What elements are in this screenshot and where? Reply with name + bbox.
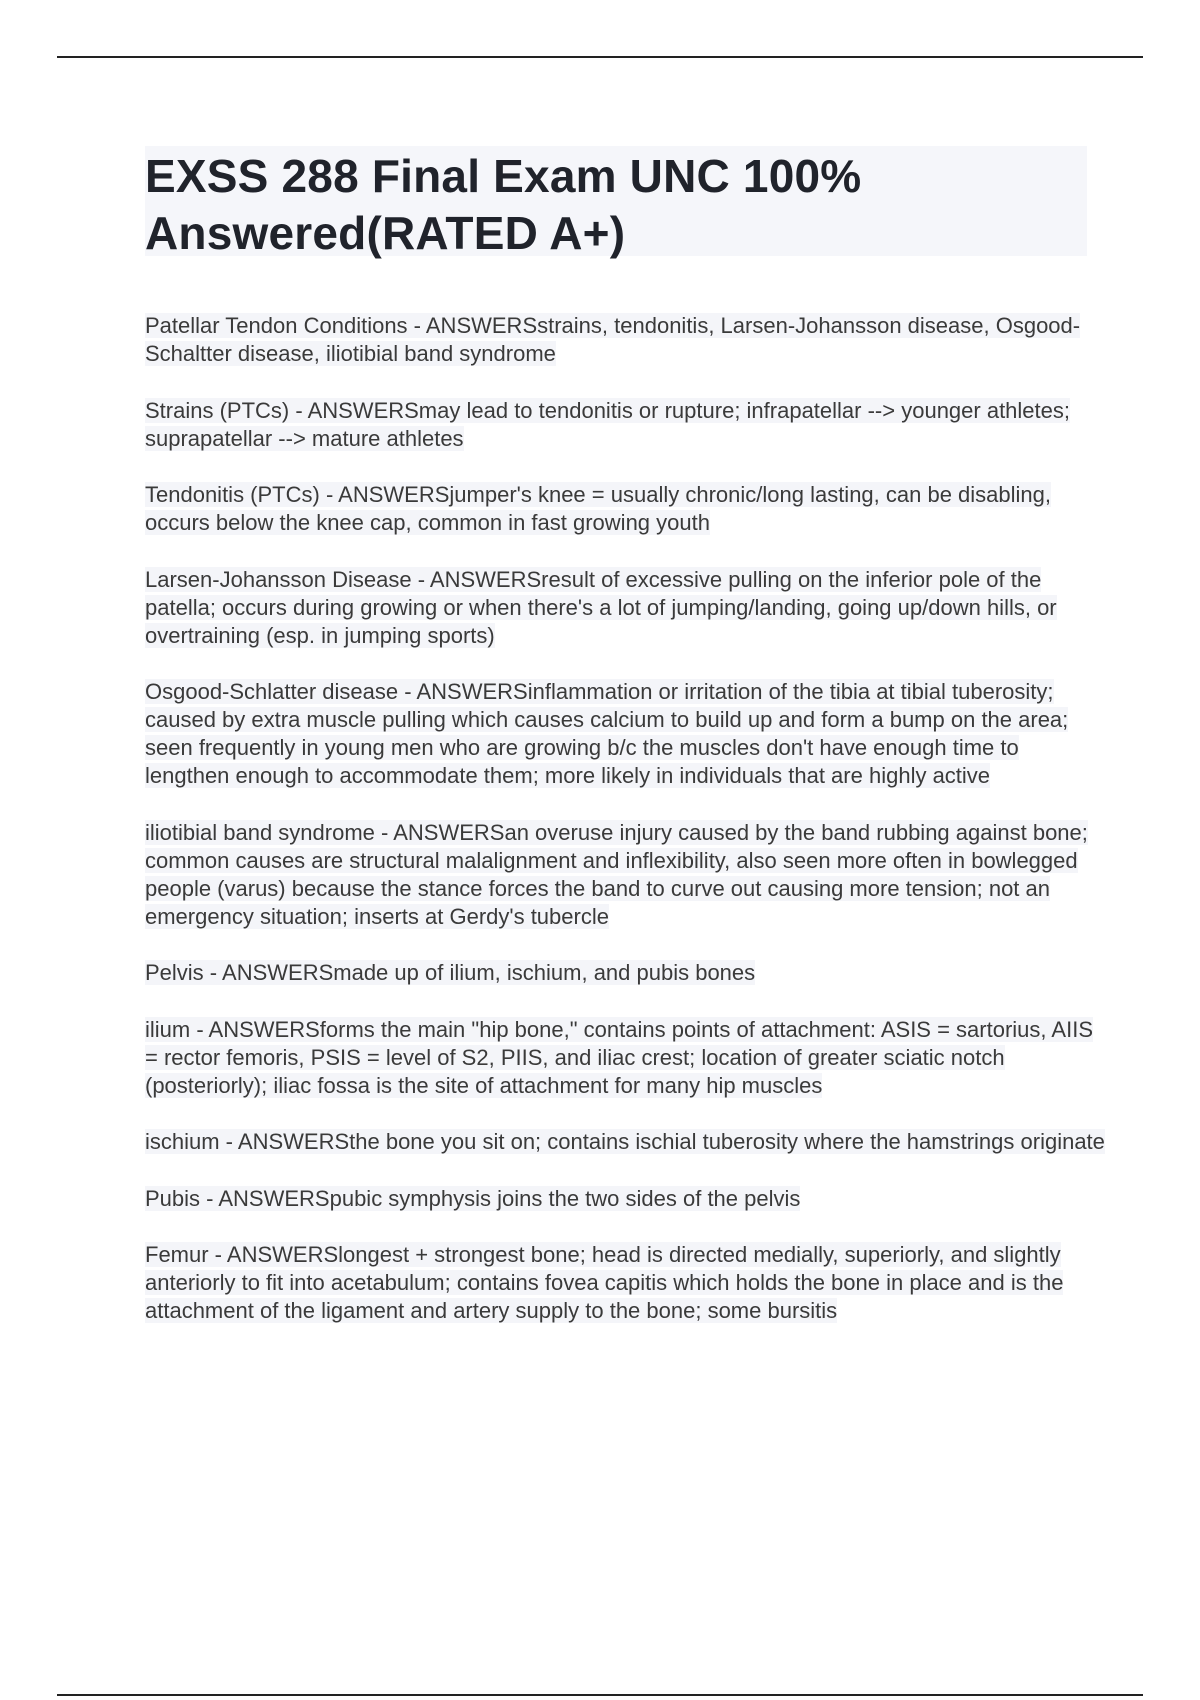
qa-entry [145,481,1105,537]
qa-entry [145,312,1105,368]
qa-entry-text: Patellar Tendon Conditions - ANSWERSstrains, tendonitis, Larsen-Johansson disease, Osgood-Schaltter disease, iliotibial band syndrome [145,313,1081,366]
qa-entry-text: ischium - ANSWERSthe bone you sit on; contains ischial tuberosity where the hamstrings originate [145,1129,1105,1154]
footer-rule [57,1694,1143,1696]
qa-entry [145,566,1105,650]
header-rule [57,56,1143,58]
qa-entry [145,959,1105,987]
qa-entry-text: iliotibial band syndrome - ANSWERSan overuse injury caused by the band rubbing against bone; common causes are structural malalignment and inflexibility, also seen more often in bowlegged people (varus) because the stance forces the band to curve out causing more tension; not an emergency situation; inserts at Gerdy's tubercle [145,819,1088,929]
qa-entry [145,819,1105,931]
qa-entry-text: Pubis - ANSWERSpubic symphysis joins the two sides of the pelvis [145,1185,801,1211]
qa-entry [145,1185,1105,1213]
qa-entry-text: ilium - ANSWERSforms the main "hip bone," contains points of attachment: ASIS = sartorius, AIIS = rector femoris, PSIS = level of S2, PIIS, and iliac crest; location of greater sciatic notch (posteriorly); iliac fossa is the site of attachment for many hip muscles [145,1016,1093,1098]
qa-entry-text: Larsen-Johansson Disease - ANSWERSresult of excessive pulling on the inferior pole of the patella; occurs during growing or when there's a lot of jumping/landing, going up/down hills, or overtraining (esp. in jumping sports) [145,566,1057,648]
page-title: EXSS 288 Final Exam UNC 100% Answered(RATED A+) [145,150,862,259]
qa-entry-text: Strains (PTCs) - ANSWERSmay lead to tendonitis or rupture; infrapatellar --> younger athletes; suprapatellar --> mature athletes [145,397,1070,451]
qa-entry [145,1241,1105,1325]
qa-entry-text: Osgood-Schlatter disease - ANSWERSinflammation or irritation of the tibia at tibial tuberosity; caused by extra muscle pulling which causes calcium to build up and form a bump on the area; seen frequently in young men who are growing b/c the muscles don't have enough time to lengthen enough to accommodate them; more likely in individuals that are highly active [145,679,1069,788]
qa-entry-text: Tendonitis (PTCs) - ANSWERSjumper's knee = usually chronic/long lasting, can be disabling, occurs below the knee cap, common in fast growing youth [145,482,1052,535]
qa-entry-text: Pelvis - ANSWERSmade up of ilium, ischium, and pubis bones [145,960,756,985]
qa-list [145,312,1105,1354]
qa-entry [145,1016,1105,1100]
qa-entry [145,678,1105,790]
qa-entry-text: Femur - ANSWERSlongest + strongest bone; head is directed medially, superiorly, and slightly anteriorly to fit into acetabulum; contains fovea capitis which holds the bone in place and is the attachment of the ligament and artery supply to the bone; some bursitis [145,1242,1064,1323]
qa-entry [145,1128,1105,1156]
qa-entry [145,397,1105,453]
